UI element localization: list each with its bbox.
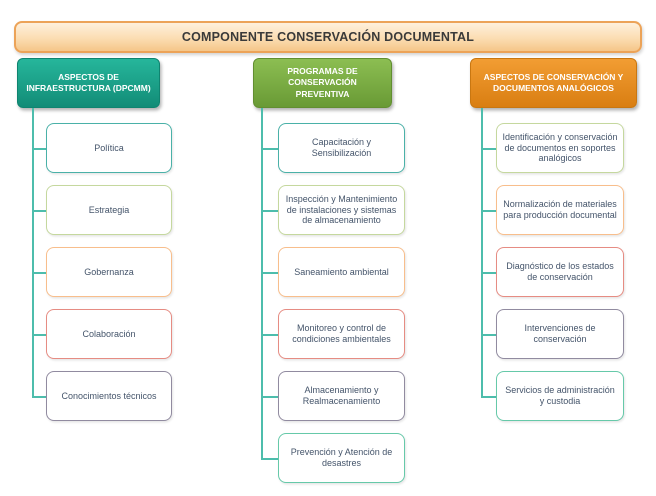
node-box bbox=[46, 185, 172, 235]
node-box bbox=[278, 309, 405, 359]
connector-stub-line bbox=[481, 272, 496, 274]
connector-stub-line bbox=[261, 458, 278, 460]
column-header bbox=[17, 58, 160, 108]
node-label: Prevención y Atención de desastres bbox=[290, 447, 393, 468]
connector-stub-line bbox=[481, 148, 496, 150]
node-box bbox=[46, 123, 172, 173]
connector-stub-line bbox=[481, 210, 496, 212]
connector-stub-line bbox=[261, 210, 278, 212]
connector-stub-line bbox=[32, 210, 46, 212]
connector-stub-line bbox=[481, 396, 496, 398]
node-label: Almacenamiento y Realmacenamiento bbox=[302, 385, 381, 406]
node-box bbox=[496, 371, 624, 421]
node-label: Inspección y Mantenimiento de instalaciones y sistemas de almacenamiento bbox=[285, 193, 398, 226]
node-label: Servicios de administración y custodia bbox=[505, 385, 615, 406]
column-header-label: PROGRAMAS DE CONSERVACIÓN PREVENTIVA bbox=[287, 66, 358, 99]
title-banner bbox=[14, 21, 642, 53]
connector-stub-line bbox=[32, 396, 46, 398]
node-label: Estrategia bbox=[88, 204, 130, 215]
node-label: Monitoreo y control de condiciones ambientales bbox=[292, 323, 391, 344]
node-label: Capacitación y Sensibilización bbox=[311, 137, 372, 158]
column-header-label: ASPECTOS DE INFRAESTRUCTURA (DPCMM) bbox=[26, 71, 151, 93]
node-label: Colaboración bbox=[82, 328, 136, 339]
connector-stub-line bbox=[261, 272, 278, 274]
connector-stub-line bbox=[481, 334, 496, 336]
connector-stub-line bbox=[32, 148, 46, 150]
connector-stub-line bbox=[261, 148, 278, 150]
column-header-label: ASPECTOS DE CONSERVACIÓN Y DOCUMENTOS ANALÓGICOS bbox=[483, 71, 624, 93]
node-box bbox=[278, 247, 405, 297]
node-box bbox=[278, 371, 405, 421]
connector-stub-line bbox=[261, 396, 278, 398]
node-label: Normalización de materiales para producción documental bbox=[503, 199, 617, 220]
diagram-title: COMPONENTE CONSERVACIÓN DOCUMENTAL bbox=[181, 30, 475, 44]
connector-vertical-line bbox=[481, 108, 483, 396]
node-box bbox=[278, 123, 405, 173]
node-box bbox=[46, 309, 172, 359]
node-box bbox=[46, 247, 172, 297]
node-box bbox=[496, 123, 624, 173]
node-label: Gobernanza bbox=[84, 266, 134, 277]
column-header bbox=[470, 58, 637, 108]
connector-vertical-line bbox=[32, 108, 34, 396]
connector-stub-line bbox=[32, 334, 46, 336]
node-box bbox=[278, 433, 405, 483]
node-label: Conocimientos técnicos bbox=[61, 390, 157, 401]
node-label: Identificación y conservación de documentos en soportes analógicos bbox=[502, 131, 618, 164]
node-label: Intervenciones de conservación bbox=[524, 323, 596, 344]
node-box bbox=[278, 185, 405, 235]
connector-stub-line bbox=[261, 334, 278, 336]
node-label: Política bbox=[94, 142, 124, 153]
connector-stub-line bbox=[32, 272, 46, 274]
node-box bbox=[496, 247, 624, 297]
node-box bbox=[496, 309, 624, 359]
node-label: Saneamiento ambiental bbox=[294, 266, 389, 277]
node-box bbox=[496, 185, 624, 235]
node-label: Diagnóstico de los estados de conservación bbox=[506, 261, 614, 282]
column-header bbox=[253, 58, 392, 108]
node-box bbox=[46, 371, 172, 421]
connector-vertical-line bbox=[261, 108, 263, 458]
